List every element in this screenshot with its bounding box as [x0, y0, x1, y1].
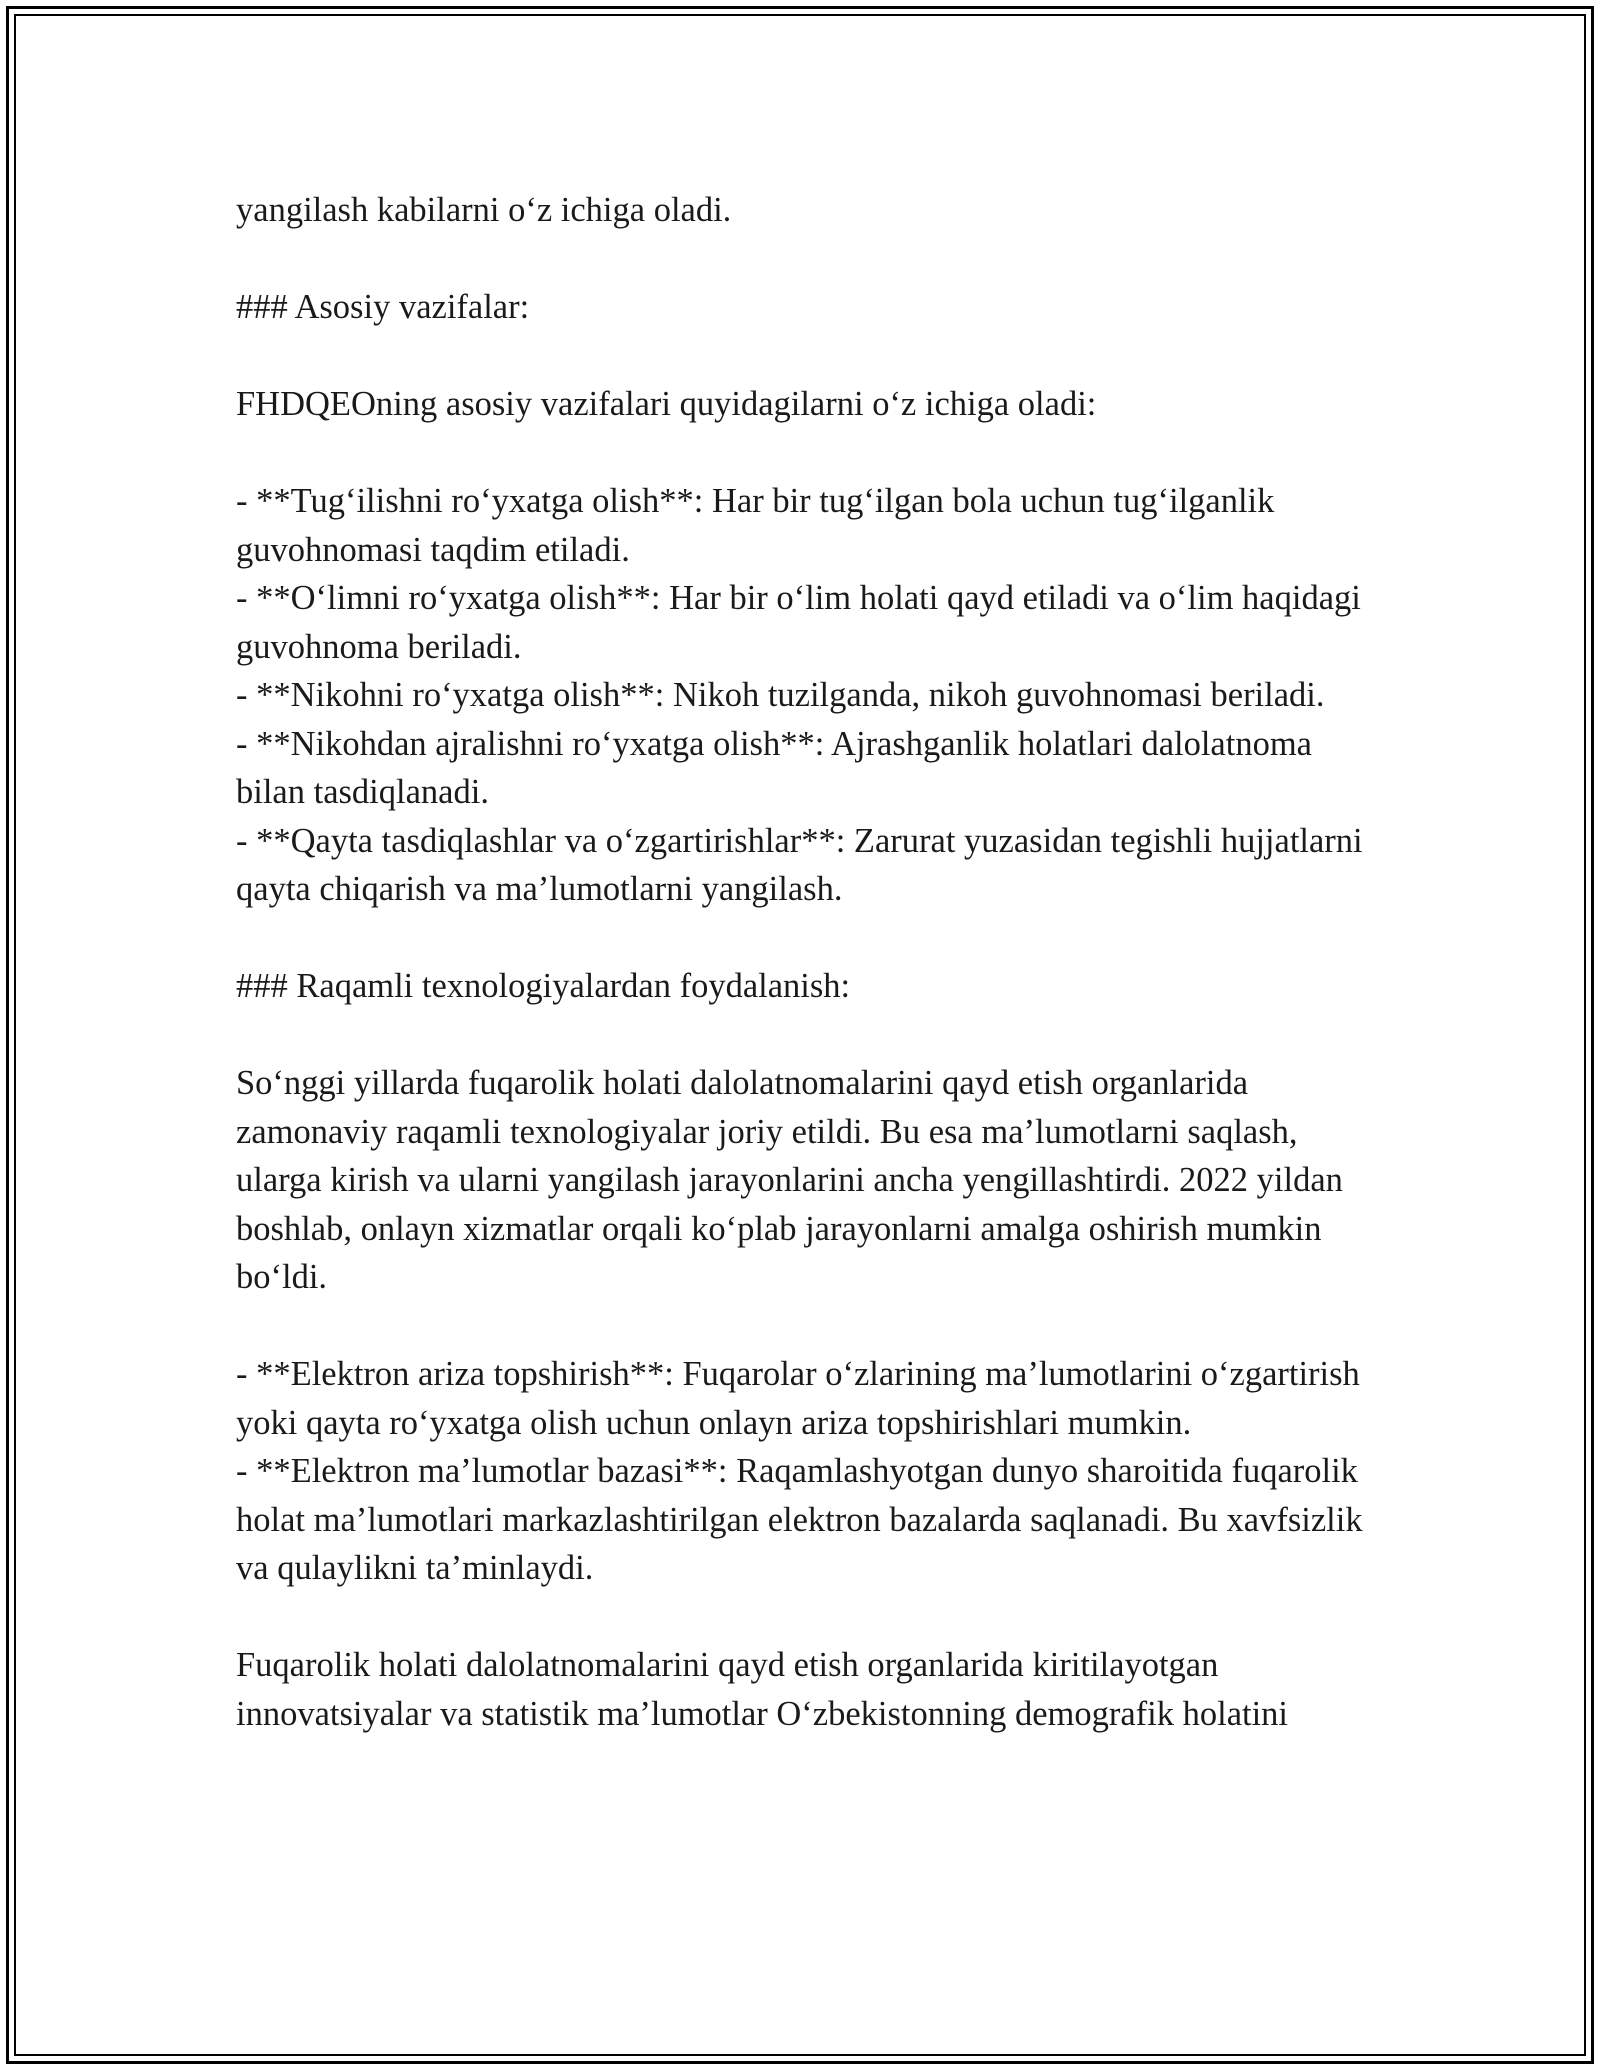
- section-heading-digital-technologies: ### Raqamli texnologiyalardan foydalanish:: [236, 967, 851, 1005]
- list-item-reconfirmation: - **Qayta tasdiqlashlar va o‘zgartirishlar**: Zarurat yuzasidan tegishli hujjatlarni qayta chiqarish va ma’lumotlarni yangilash.: [236, 821, 1363, 908]
- list-item-divorce-registration: - **Nikohdan ajralishni ro‘yxatga olish**: Ajrashganlik holatlari dalolatnoma bilan tasdiqlanadi.: [236, 724, 1312, 811]
- list-item-birth-registration: - **Tug‘ilishni ro‘yxatga olish**: Har bir tug‘ilgan bola uchun tug‘ilganlik guvohnomasi taqdim etiladi.: [236, 482, 1275, 569]
- tasks-intro: FHDQEOning asosiy vazifalari quyidagilarni o‘z ichiga oladi:: [236, 385, 1097, 423]
- paragraph-closing: Fuqarolik holati dalolatnomalarini qayd etish organlarida kiritilayotgan innovatsiyalar va statistik ma’lumotlar O‘zbekistonning demografik holatini: [236, 1646, 1289, 1733]
- continuation-line: yangilash kabilarni o‘z ichiga oladi.: [236, 191, 732, 229]
- document-body: [236, 186, 1376, 1738]
- paragraph-digital-intro: So‘nggi yillarda fuqarolik holati dalolatnomalarini qayd etish organlarida zamonaviy raqamli texnologiyalar joriy etildi. Bu esa ma’lumotlarni saqlash, ularga kirish va ularni yangilash jarayonlarini ancha yengillashtirdi. 2022 yildan boshlab, onlayn xizmatlar orqali ko‘plab jarayonlarni amalga oshirish mumkin bo‘ldi.: [236, 1064, 1343, 1296]
- list-item-electronic-application: - **Elektron ariza topshirish**: Fuqarolar o‘zlarining ma’lumotlarini o‘zgartirish yoki qayta ro‘yxatga olish uchun onlayn ariza topshirishlari mumkin.: [236, 1355, 1360, 1442]
- section-heading-main-tasks: ### Asosiy vazifalar:: [236, 288, 530, 326]
- list-item-marriage-registration: - **Nikohni ro‘yxatga olish**: Nikoh tuzilganda, nikoh guvohnomasi beriladi.: [236, 676, 1325, 714]
- list-item-death-registration: - **O‘limni ro‘yxatga olish**: Har bir o‘lim holati qayd etiladi va o‘lim haqidagi guvohnoma beriladi.: [236, 579, 1361, 666]
- list-item-electronic-database: - **Elektron ma’lumotlar bazasi**: Raqamlashyotgan dunyo sharoitida fuqarolik holat ma’lumotlari markazlashtirilgan elektron bazalarda saqlanadi. Bu xavfsizlik va qulaylikni ta’minlaydi.: [236, 1452, 1363, 1587]
